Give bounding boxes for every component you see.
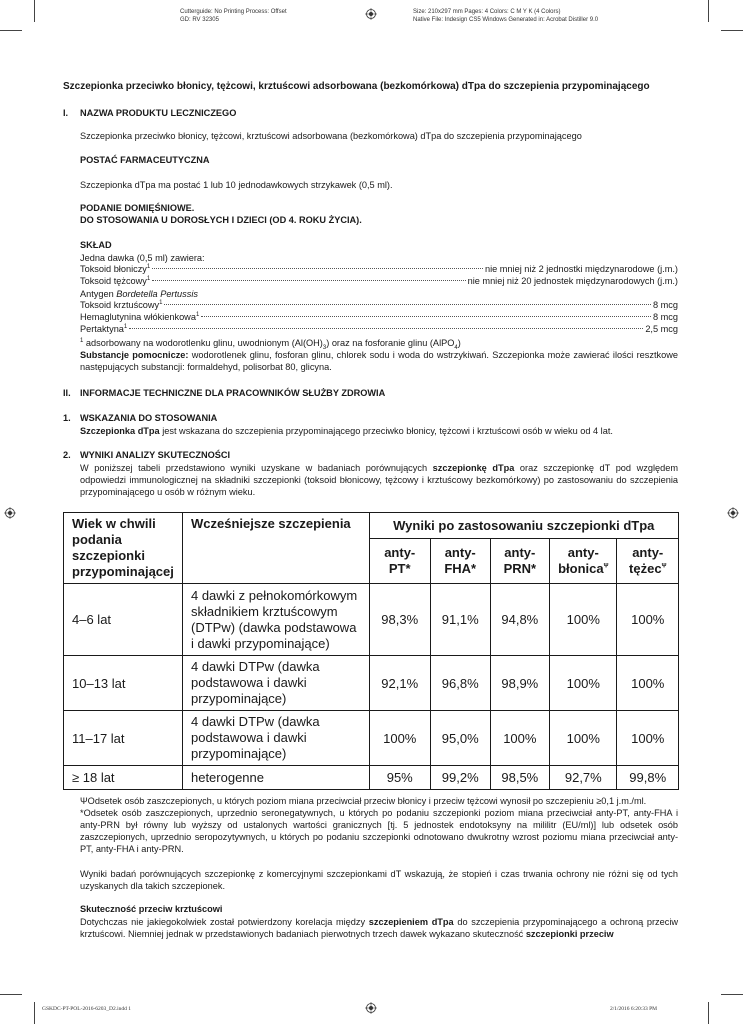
header-right-line1: Size: 210x297 mm Pages: 4 Colors: C M Y K (4 Colors) <box>413 9 561 15</box>
cell-value: 91,1% <box>430 584 490 656</box>
antigen-label: Antygen <box>80 289 117 299</box>
cell-value: 100% <box>617 584 679 656</box>
footnote-sub: 3 <box>322 344 327 351</box>
composition-sup: 1 <box>159 299 163 306</box>
efficacy-text-bold1: szczepieniem dTpa <box>368 917 454 927</box>
crop-mark <box>34 0 35 22</box>
form-heading: POSTAĆ FARMACEUTYCZNA <box>80 155 210 165</box>
col-age-header: Wiek w chwili podania szczepionki przypominającej <box>64 513 183 584</box>
composition-value: nie mniej niż 20 jednostek międzynarodowych (j.m.) <box>467 276 678 286</box>
table-header-row <box>64 513 679 539</box>
composition-label: Hemaglutynina włókienkowa <box>80 312 196 322</box>
header-left-line1: Cutterguide: No Printing Process: Offset <box>180 9 287 15</box>
composition-sup: 1 <box>146 275 151 282</box>
subheader-line: PRN* <box>503 561 537 576</box>
registration-mark-icon <box>365 8 377 20</box>
crop-mark <box>34 1002 35 1024</box>
composition-label: Toksoid błoniczy <box>80 264 147 274</box>
cell-age: ≥ 18 lat <box>64 766 183 790</box>
footnote-sup: 1 <box>80 337 84 344</box>
antigen-line <box>80 288 678 300</box>
cell-value: 95% <box>369 766 430 790</box>
excipients-text: wodorotlenek glinu, fosforan glinu, chlorek sodu i woda do wstrzykiwań. Szczepionka może zawierać ilości resztkowe następujących substancji: formaldehyd, polisorbat 80, glicyna. <box>80 350 678 372</box>
subheader-line: tężec <box>629 561 662 576</box>
subheader-sup: Ψ <box>661 563 667 570</box>
composition-value: nie mniej niż 2 jednostki międzynarodowe (j.m.) <box>484 264 678 274</box>
subheader-line: PT* <box>388 561 411 576</box>
crop-mark <box>721 30 743 31</box>
section-1-number: I. <box>63 108 69 118</box>
composition-value: 8 mcg <box>652 300 678 310</box>
composition-label: Pertaktyna <box>80 324 124 334</box>
composition-heading: SKŁAD <box>80 240 112 250</box>
composition-row <box>80 264 678 276</box>
indications-body: jest wskazana do szczepienia przypominającego przeciwko błonicy, tężcowi i krztuścowi osób w wieku od 4 lat. <box>159 426 613 436</box>
registration-mark-icon <box>727 507 739 519</box>
footnote-text: ) oraz na fosforanie glinu (AlPO <box>326 338 455 348</box>
cell-value: 96,8% <box>430 656 490 711</box>
subheader-anti-pt <box>369 539 430 584</box>
subheader-line: FHA* <box>444 561 477 576</box>
subheader-line: anty- <box>384 545 416 560</box>
sub-1-heading: WSKAZANIA DO STOSOWANIA <box>80 413 218 423</box>
excipients-label: Substancje pomocnicze: <box>80 350 189 360</box>
admin-line-2: DO STOSOWANIA U DOROSŁYCH I DZIECI (OD 4. ROKU ŻYCIA). <box>80 215 362 225</box>
efficacy-text <box>80 916 678 940</box>
subheader-line: anty- <box>444 545 476 560</box>
antigen-name: Bordetella Pertussis <box>116 289 198 299</box>
cell-prev: heterogenne <box>182 766 369 790</box>
efficacy-text-bold2: szczepionki przeciw <box>525 929 614 939</box>
section-2-number: II. <box>63 388 71 398</box>
form-text: Szczepionka dTpa ma postać 1 lub 10 jednodawkowych strzykawek (0,5 ml). <box>80 180 393 190</box>
cell-value: 98,5% <box>490 766 550 790</box>
subheader-line: anty- <box>632 545 664 560</box>
cell-age: 11–17 lat <box>64 711 183 766</box>
table-row <box>64 711 679 766</box>
cell-value: 100% <box>550 656 617 711</box>
cell-value: 94,8% <box>490 584 550 656</box>
indications-text <box>80 425 678 437</box>
results-table <box>63 512 679 790</box>
cell-value: 100% <box>550 584 617 656</box>
cell-value: 99,2% <box>430 766 490 790</box>
subheader-anti-fha <box>430 539 490 584</box>
footnote-text: adsorbowany na wodorotlenku glinu, uwodnionym (Al(OH) <box>83 338 323 348</box>
footer-timestamp: 2/1/2016 6:20:33 PM <box>610 1006 658 1012</box>
crop-mark <box>0 994 22 995</box>
footer-filename: GSKDC-PT-POL-2016-6203_D2.indd 1 <box>42 1006 132 1012</box>
crop-mark <box>708 0 709 22</box>
footnote-sub: 4 <box>454 344 458 351</box>
efficacy-text-b: do szczepienia przypominającego a ochroną przeciw krztuścowi. Niemniej jednak w przedstawionych badaniach pierwotnych trzech dawek wykazano skuteczność <box>80 917 679 939</box>
table-row <box>64 584 679 656</box>
header-left <box>180 8 287 24</box>
cell-prev: 4 dawki z pełnokomórkowym składnikiem krztuścowym (DTPw) (dawka podstawowa i dawki przypominające) <box>182 584 369 656</box>
header-left-line2: GD: RV 32305 <box>180 17 219 23</box>
composition-row <box>80 312 678 324</box>
cell-value: 100% <box>617 711 679 766</box>
cell-value: 100% <box>369 711 430 766</box>
crop-mark <box>721 994 743 995</box>
registration-mark-icon <box>365 1002 377 1014</box>
cell-value: 98,3% <box>369 584 430 656</box>
header-right <box>413 8 598 24</box>
cell-value: 95,0% <box>430 711 490 766</box>
section-2-heading: INFORMACJE TECHNICZNE DLA PRACOWNIKÓW SŁUŻBY ZDROWIA <box>80 388 386 398</box>
subheader-anti-prn <box>490 539 550 584</box>
col-prev-header: Wcześniejsze szczepienia <box>182 513 369 584</box>
subheader-sup: Ψ <box>603 563 609 570</box>
cell-value: 100% <box>490 711 550 766</box>
document-title: Szczepionka przeciwko błonicy, tężcowi, krztuścowi adsorbowana (bezkomórkowa) dTpa do szczepienia przypominającego <box>63 81 650 92</box>
subheader-line: anty- <box>504 545 536 560</box>
efficacy-intro-a: W poniższej tabeli przedstawiono wyniki uzyskane w badaniach porównujących <box>80 463 433 473</box>
sub-2-number: 2. <box>63 450 71 460</box>
footnote-text: ) <box>457 338 461 348</box>
table-row <box>64 766 679 790</box>
subheader-anti-tetanus <box>617 539 679 584</box>
composition-row <box>80 276 678 288</box>
efficacy-intro <box>80 462 678 498</box>
adsorption-footnote <box>80 337 678 349</box>
composition-sup: 1 <box>195 311 200 318</box>
subheader-anti-diphtheria <box>550 539 617 584</box>
cell-prev: 4 dawki DTPw (dawka podstawowa i dawki przypominające) <box>182 711 369 766</box>
crop-mark <box>0 30 22 31</box>
composition-row <box>80 300 678 312</box>
registration-mark-icon <box>4 507 16 519</box>
admin-line-1: PODANIE DOMIĘŚNIOWE. <box>80 203 195 213</box>
composition-intro: Jedna dawka (0,5 ml) zawiera: <box>80 253 205 263</box>
composition-sup: 1 <box>146 263 151 270</box>
cell-value: 100% <box>550 711 617 766</box>
product-name: Szczepionka przeciwko błonicy, tężcowi, krztuścowi adsorbowana (bezkomórkowa) dTpa do szczepienia przypominającego <box>80 131 582 141</box>
cell-value: 99,8% <box>617 766 679 790</box>
composition-value: 2,5 mcg <box>645 324 678 334</box>
cell-value: 100% <box>617 656 679 711</box>
indications-bold: Szczepionka dTpa <box>80 426 160 436</box>
excipients <box>80 349 678 373</box>
subheader-line: anty- <box>567 545 599 560</box>
cell-value: 98,9% <box>490 656 550 711</box>
sub-2-heading: WYNIKI ANALIZY SKUTECZNOŚCI <box>80 450 231 460</box>
subheader-line: błonica <box>558 561 604 576</box>
section-1-heading: NAZWA PRODUKTU LECZNICZEGO <box>80 108 237 118</box>
composition-sup: 1 <box>123 323 128 330</box>
cell-age: 10–13 lat <box>64 656 183 711</box>
table-row <box>64 656 679 711</box>
cell-value: 92,7% <box>550 766 617 790</box>
efficacy-intro-b: oraz szczepionkę dT pod względem odpowiedzi immunologicznej na składniki szczepionki (toksoid błonicowy, tężcowy i krztuścowy bezkomórkowy) po zastosowaniu do szczepienia przypominającego u osób w różnym wieku. <box>80 463 678 497</box>
crop-mark <box>708 1002 709 1024</box>
efficacy-heading: Skuteczność przeciw krztuścowi <box>80 904 223 914</box>
cell-value: 92,1% <box>369 656 430 711</box>
efficacy-text-a: Dotychczas nie jakiegokolwiek został potwierdzony korelacja między <box>80 917 369 927</box>
composition-row <box>80 324 678 336</box>
cell-prev: 4 dawki DTPw (dawka podstawowa i dawki przypominające) <box>182 656 369 711</box>
efficacy-intro-bold: szczepionkę dTpa <box>432 463 515 473</box>
sub-1-number: 1. <box>63 413 71 423</box>
note-comparison: Wyniki badań porównujących szczepionkę z komercyjnymi szczepionkami dT wskazują, że stopień i czas trwania ochrony nie różni się od tych uzyskanych dla takich szczepionek. <box>80 869 678 891</box>
composition-label: Toksoid krztuścowy <box>80 300 160 310</box>
composition-value: 8 mcg <box>652 312 678 322</box>
cell-age: 4–6 lat <box>64 584 183 656</box>
header-right-line2: Native File: Indesign CS5 Windows Generated in: Acrobat Distiller 9.0 <box>413 17 599 23</box>
col-results-header: Wyniki po zastosowaniu szczepionki dTpa <box>369 513 678 539</box>
note-psi: ΨOdsetek osób zaszczepionych, u których poziom miana przeciwciał przeciw błonicy i przeciw tężcowi wynosił po szczepieniu ≥0,1 j.m./ml. <box>80 796 647 806</box>
note-star: *Odsetek osób zaszczepionych, uprzednio seronegatywnych, u których po podaniu szczepionki poziom miana przeciwciał anty-PT, anty-FHA i anty-PRN był równy lub wyższy od ustalonych wartości granicznych [tj. 5 jednostek endotoksyny na mililitr (EU/ml)] lub odsetek osób zaszczepionych, uprzednio seropozytywnych, u których po podaniu szczepionki odnotowano dwukrotny wzrost poziomu miana przeciwciał anty-PT, anty-FHA i anty-PRN. <box>80 808 678 854</box>
composition-label: Toksoid tężcowy <box>80 276 147 286</box>
